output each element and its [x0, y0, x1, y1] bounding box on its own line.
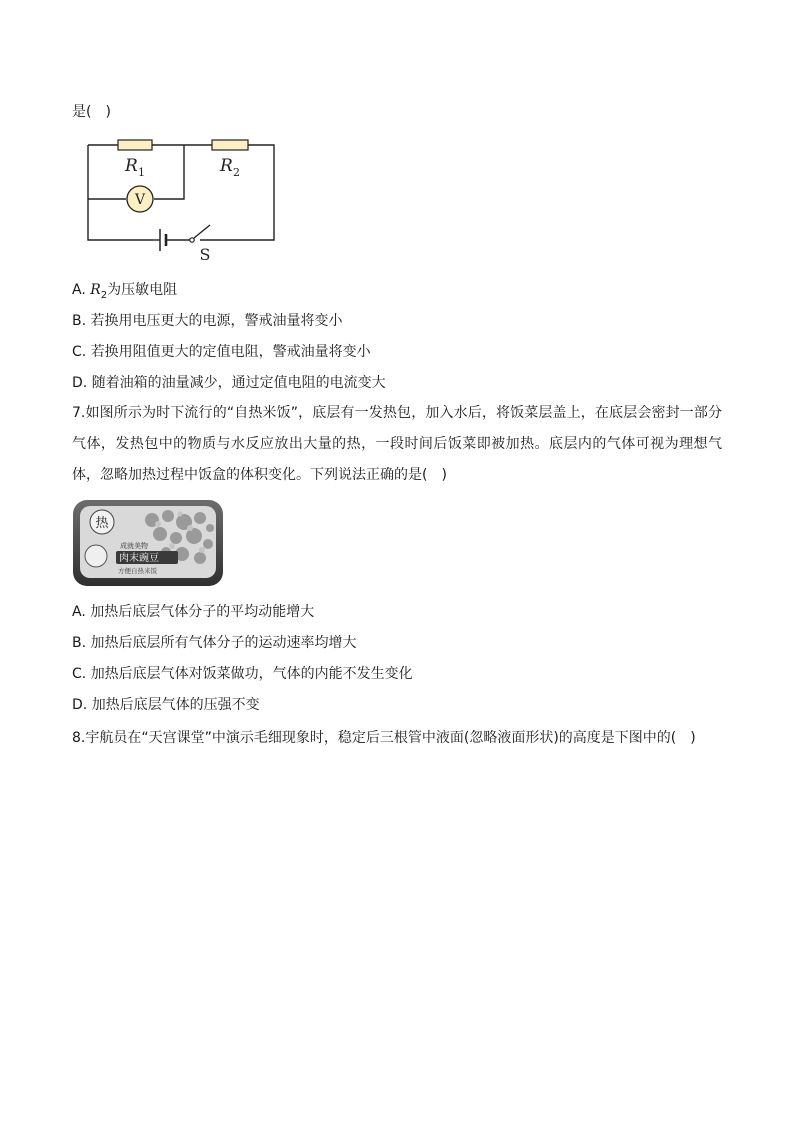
- q7-option-b: [72, 633, 357, 653]
- r2-label: R: [220, 156, 233, 176]
- chef-figure: [85, 545, 107, 567]
- product-name: 肉末豌豆: [119, 553, 159, 564]
- option-key: C.: [72, 666, 87, 682]
- question-number: 7.: [72, 405, 86, 421]
- option-key: B.: [72, 313, 87, 329]
- q8-stem: [72, 728, 696, 748]
- option-text: 加热后底层气体的压强不变: [91, 697, 260, 713]
- resistor-r1: [118, 140, 152, 150]
- brand-text: 成就美物: [120, 542, 148, 550]
- option-key: D.: [72, 375, 88, 391]
- option-key: B.: [72, 635, 87, 651]
- switch-contact: [190, 238, 194, 242]
- r1-subscript: 1: [138, 166, 145, 179]
- question-number: 8.: [72, 730, 86, 746]
- voltmeter-label: V: [134, 192, 146, 208]
- q6-option-d: [72, 373, 386, 393]
- q7-option-a: [72, 602, 314, 622]
- option-text: 加热后底层气体分子的平均动能增大: [90, 604, 315, 620]
- option-key: A.: [72, 282, 86, 298]
- q6-option-a: [72, 280, 177, 306]
- q7-option-c: [72, 664, 413, 684]
- option-variable: R: [90, 282, 101, 298]
- q7-stem: [72, 398, 722, 491]
- option-text: 若换用电压更大的电源，警戒油量将变小: [90, 313, 343, 329]
- option-text: 随着油箱的油量减少，通过定值电阻的电流变大: [91, 375, 386, 391]
- option-key: D.: [72, 697, 88, 713]
- self-heating-rice-image: [72, 498, 224, 589]
- q6-stem-tail: 是( ): [72, 104, 111, 120]
- option-text: 加热后底层所有气体分子的运动速率均增大: [90, 635, 357, 651]
- question-text: 宇航员在“天宫课堂”中演示毛细现象时，稳定后三根管中液面(忽略液面形状)的高度是下图中的( ): [85, 730, 696, 746]
- q7-option-d: [72, 695, 260, 715]
- switch-blade: [194, 225, 210, 238]
- r1-label: R: [125, 156, 138, 176]
- option-key: C.: [72, 344, 87, 360]
- switch-label: S: [199, 245, 211, 263]
- option-text: 为压敏电阻: [107, 282, 178, 298]
- option-text: 加热后底层气体对饭菜做功，气体的内能不发生变化: [90, 666, 413, 682]
- q6-option-c: [72, 342, 371, 362]
- option-text: 若换用阻值更大的定值电阻，警戒油量将变小: [90, 344, 371, 360]
- option-variable-sub: 2: [100, 289, 108, 301]
- option-key: A.: [72, 604, 86, 620]
- question-text: 如图所示为时下流行的“自热米饭”，底层有一发热包，加入水后，将饭菜层盖上，在底层会密封一部分气体，发热包中的物质与水反应放出大量的热，一段时间后饭菜即被加热。底层内的气体可视为理想气体，忽略加热过程中饭盒的体积变化。下列说法正确的是( ): [72, 405, 722, 483]
- r2-subscript: 2: [233, 166, 240, 179]
- product-subtitle: 方便自热米饭: [118, 567, 157, 575]
- badge-text: 热: [95, 516, 109, 531]
- resistor-r2: [212, 140, 248, 150]
- circuit-diagram: [80, 133, 280, 263]
- q6-option-b: [72, 311, 343, 331]
